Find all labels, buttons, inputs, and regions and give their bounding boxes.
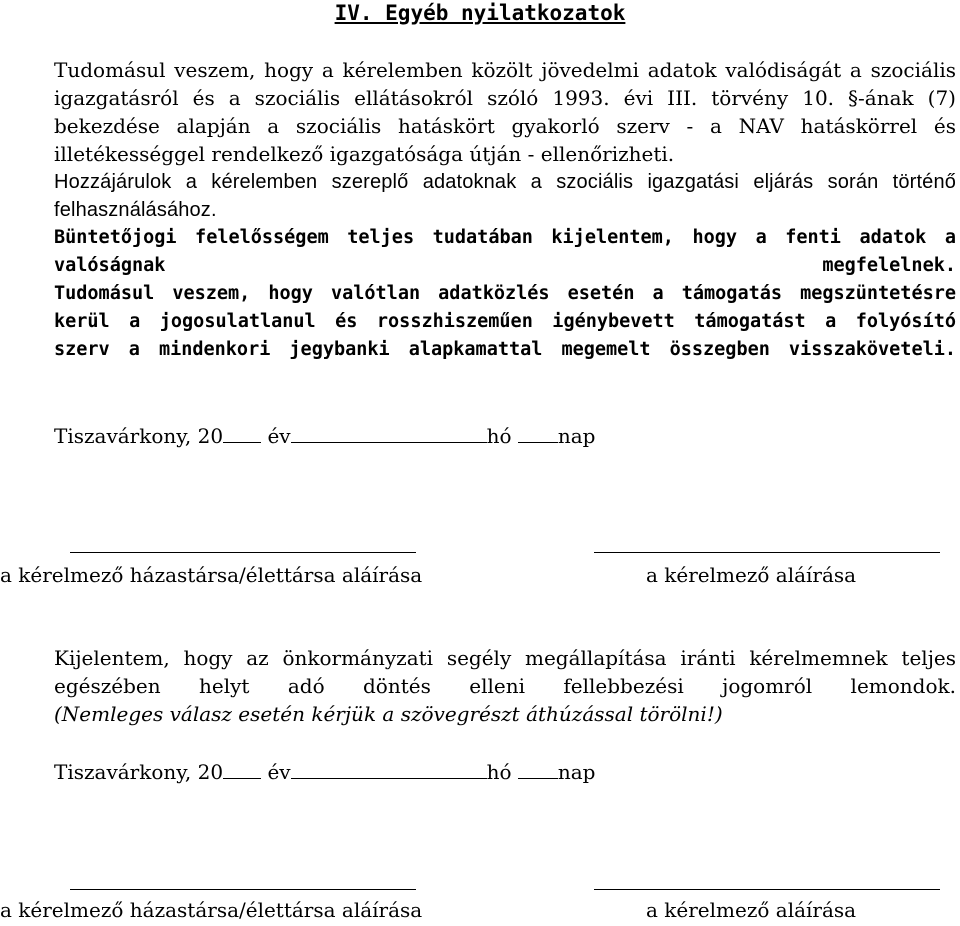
applicant-signature-label: a kérelmező aláírása bbox=[646, 898, 857, 922]
date-line-1 bbox=[54, 422, 595, 450]
month-word: hó bbox=[486, 760, 512, 784]
spouse-signature-line[interactable] bbox=[70, 889, 416, 890]
applicant-signature-label: a kérelmező aláírása bbox=[646, 563, 857, 587]
paragraph-data-consent: Hozzájárulok a kérelemben szereplő adatoknak a szociális igazgatási eljárás során történő felhasználásához. bbox=[54, 171, 956, 221]
paragraph-criminal-liability: Büntetőjogi felelősségem teljes tudatában kijelentem, hogy a fenti adatok a valóságnak megfelelnek. bbox=[54, 227, 956, 276]
waiver-note: (Nemleges válasz esetén kérjük a szövegrészt áthúzással törölni!) bbox=[54, 702, 723, 726]
day-word: nap bbox=[557, 424, 596, 448]
day-blank[interactable] bbox=[518, 760, 558, 779]
spouse-signature-line[interactable] bbox=[70, 552, 416, 553]
year-blank[interactable] bbox=[223, 424, 261, 443]
spouse-signature-label: a kérelmező házastársa/élettársa aláírása bbox=[0, 563, 423, 587]
date-line-2 bbox=[54, 758, 595, 786]
month-word: hó bbox=[486, 424, 512, 448]
month-blank[interactable] bbox=[291, 424, 487, 443]
year-word: év bbox=[267, 760, 291, 784]
paragraph-income-verification: Tudomásul veszem, hogy a kérelemben közölt jövedelmi adatok valódiságát a szociális igazgatásról és a szociális ellátásokról szóló 1993. évi III. törvény 10. §-ának (7) bekezdése alapján a szociális hatáskört gyakorló szerv - a NAV hatáskörrel és illetékességgel rendelkező igazgatósága útján - ellenőrizheti. bbox=[54, 58, 956, 166]
spouse-signature-label: a kérelmező házastársa/élettársa aláírása bbox=[0, 898, 423, 922]
paragraph-repayment-notice: Tudomásul veszem, hogy valótlan adatközlés esetén a támogatás megszüntetésre kerül a jogosulatlanul és rosszhiszeműen igénybevett támogatást a folyósító szerv a mindenkori jegybanki alapkamattal megemelt összegben visszaköveteli. bbox=[54, 283, 956, 360]
month-blank[interactable] bbox=[291, 760, 487, 779]
year-word: év bbox=[267, 424, 291, 448]
date-place: Tiszavárkony, 20 bbox=[54, 760, 224, 784]
applicant-signature-line[interactable] bbox=[594, 889, 940, 890]
day-word: nap bbox=[557, 760, 596, 784]
paragraph-appeal-waiver: Kijelentem, hogy az önkormányzati segély megállapítása iránti kérelmemnek teljes egészében helyt adó döntés elleni fellebbezési jogomról lemondok. bbox=[54, 646, 956, 698]
applicant-signature-line[interactable] bbox=[594, 552, 940, 553]
day-blank[interactable] bbox=[518, 424, 558, 443]
date-place: Tiszavárkony, 20 bbox=[54, 424, 224, 448]
section-title: IV. Egyéb nyilatkozatok bbox=[334, 1, 626, 25]
year-blank[interactable] bbox=[223, 760, 261, 779]
